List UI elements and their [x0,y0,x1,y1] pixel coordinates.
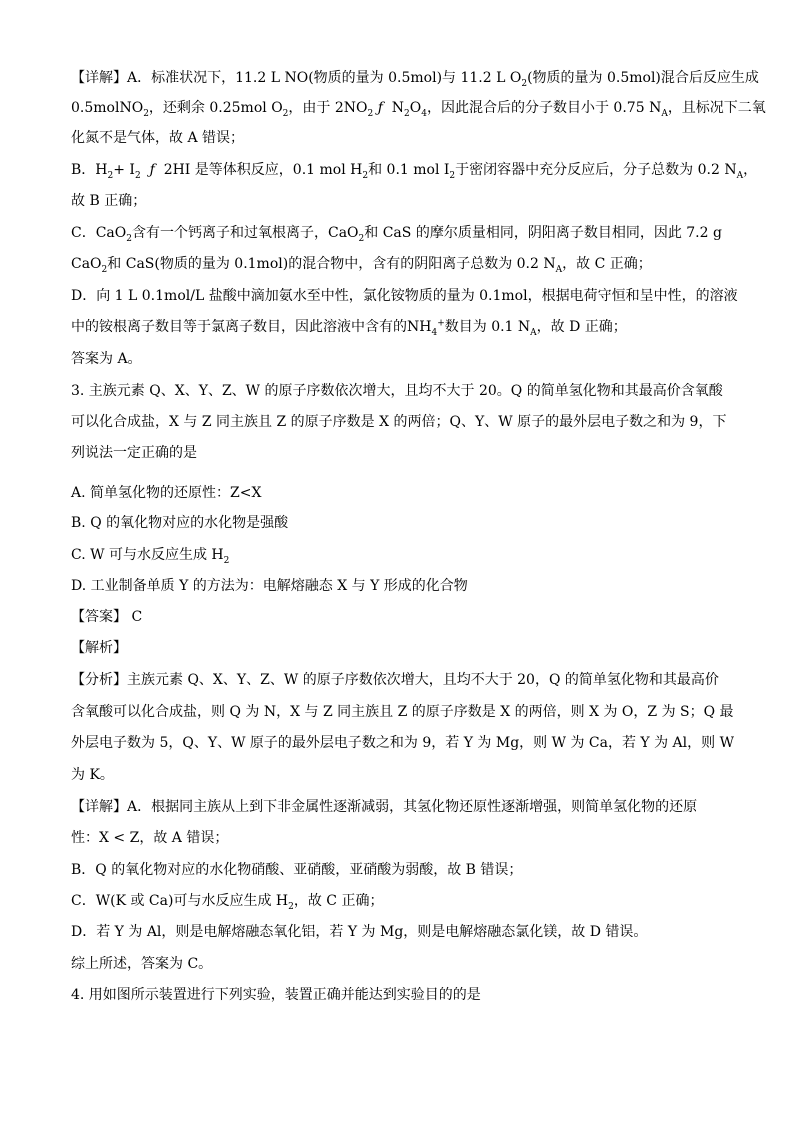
detail-tag: 【详解】 [71,70,127,86]
q3-summary: 综上所述，答案为 C。 [71,956,213,972]
detail-d-line-2: 中的铵根离子数目等于氯离子数目，因此溶液中含有的$NH_4^+$数目为 0.1 $N_A$，故 D 正确； [71,318,627,338]
detail-b-line-2: 故 B 正确； [71,193,147,209]
q3-analysis-line-2: 含氧酸可以化合成盐，则 Q 为 N，X 与 Z 同主族且 Z 的原子序数是 X 的两倍，则 X 为 O，Z 为 S；Q 最 [71,704,734,720]
detail-b-line-1: B．$H_2+ I_2$ ƒ 2HI 是等体积反应，0.1 mol $H_2$和 0.1 mol $I_2$于密闭容器中充分反应后，分子总数为 0.2 $N_A$， [71,162,758,181]
q3-detail-b: B．Q 的氧化物对应的水化物硝酸、亚硝酸，亚硝酸为弱酸，故 B 错误； [71,862,523,878]
q3-analysis-line-3: 外层电子数为 5，Q、Y、W 原子的最外层电子数之和为 9，若 Y 为 Mg，则 W 为 Ca，若 Y 为 Al，则 W [71,735,734,751]
detail-a-line-1: 【详解】A．标准状况下，11.2 L NO(物质的量为 0.5mol)与 11.2 L $O_2$(物质的量为 0.5mol)混合后反应生成 [71,70,759,89]
q3-detail-a-line-2: 性：X < Z，故 A 错误； [71,830,229,846]
q3-option-b: B. Q 的氧化物对应的水化物是强酸 [71,515,289,531]
detail-c-line-2: CaO$_2$和 CaS(物质的量为 0.1mol)的混合物中，含有的阴阳离子总数为 0.2 $N_A$，故 C 正确； [71,256,652,275]
detail-a-line-3: 化氮不是气体，故 A 错误； [71,130,245,146]
q3-detail-c: C．W(K 或 Ca)可与水反应生成 $H_2$，故 C 正确； [71,893,384,912]
q3-answer: 【答案】 C [71,609,143,625]
q3-detail-a-line-1: 【详解】A．根据同主族从上到下非金属性逐渐减弱，其氢化物还原性逐渐增强，则简单氢化物的还原 [71,799,698,815]
q3-stem-line-3: 列说法一定正确的是 [71,445,197,461]
q3-analysis-line-1: 【分析】主族元素 Q、X、Y、Z、W 的原子序数依次增大，且均不大于 20，Q 的简单氢化物和其最高价 [71,672,719,688]
q4-stem: 4. 用如图所示装置进行下列实验，装置正确并能达到实验目的的是 [71,987,481,1003]
q3-option-a: A. 简单氢化物的还原性：Z<X [71,485,262,501]
detail-d-line-1: D．向 1 L 0.1mol/L 盐酸中滴加氨水至中性，氯化铵物质的量为 0.1mol，根据电荷守恒和呈中性，的溶液 [71,288,738,304]
answer-summary-q2: 答案为 A。 [71,351,142,367]
q3-analysis-tag: 【解析】 [71,640,127,656]
q3-stem-line-2: 可以化合成盐，X 与 Z 同主族且 Z 的原子序数是 X 的两倍；Q、Y、W 原子的最外层电子数之和为 9，下 [71,414,727,430]
q3-option-c: C. W 可与水反应生成 $H_2$ [71,547,230,566]
equilibrium-symbol: ƒ [377,100,383,116]
q3-stem-line-1: 3. 主族元素 Q、X、Y、Z、W 的原子序数依次增大，且均不大于 20。Q 的简单氢化物和其最高价含氧酸 [71,383,723,399]
detail-c-line-1: C．CaO$_2$含有一个钙离子和过氧根离子，CaO$_2$和 CaS 的摩尔质量相同，阴阳离子数目相同，因此 7.2 g [71,225,722,244]
q3-option-d: D. 工业制备单质 Y 的方法为：电解熔融态 X 与 Y 形成的化合物 [71,578,468,594]
q3-detail-d: D．若 Y 为 Al，则是电解熔融态氧化铝，若 Y 为 Mg，则是电解熔融态氯化镁，故 D 错误。 [71,924,648,940]
q3-analysis-line-4: 为 K。 [71,767,114,783]
detail-a-line-2: 0.5molNO$_2$，还剩余 0.25mol $O_2$，由于 $2NO_2$ ƒ $N_2O_4$，因此混合后的分子数目小于 0.75 $N_A$，且标况下二氧 [71,100,766,119]
